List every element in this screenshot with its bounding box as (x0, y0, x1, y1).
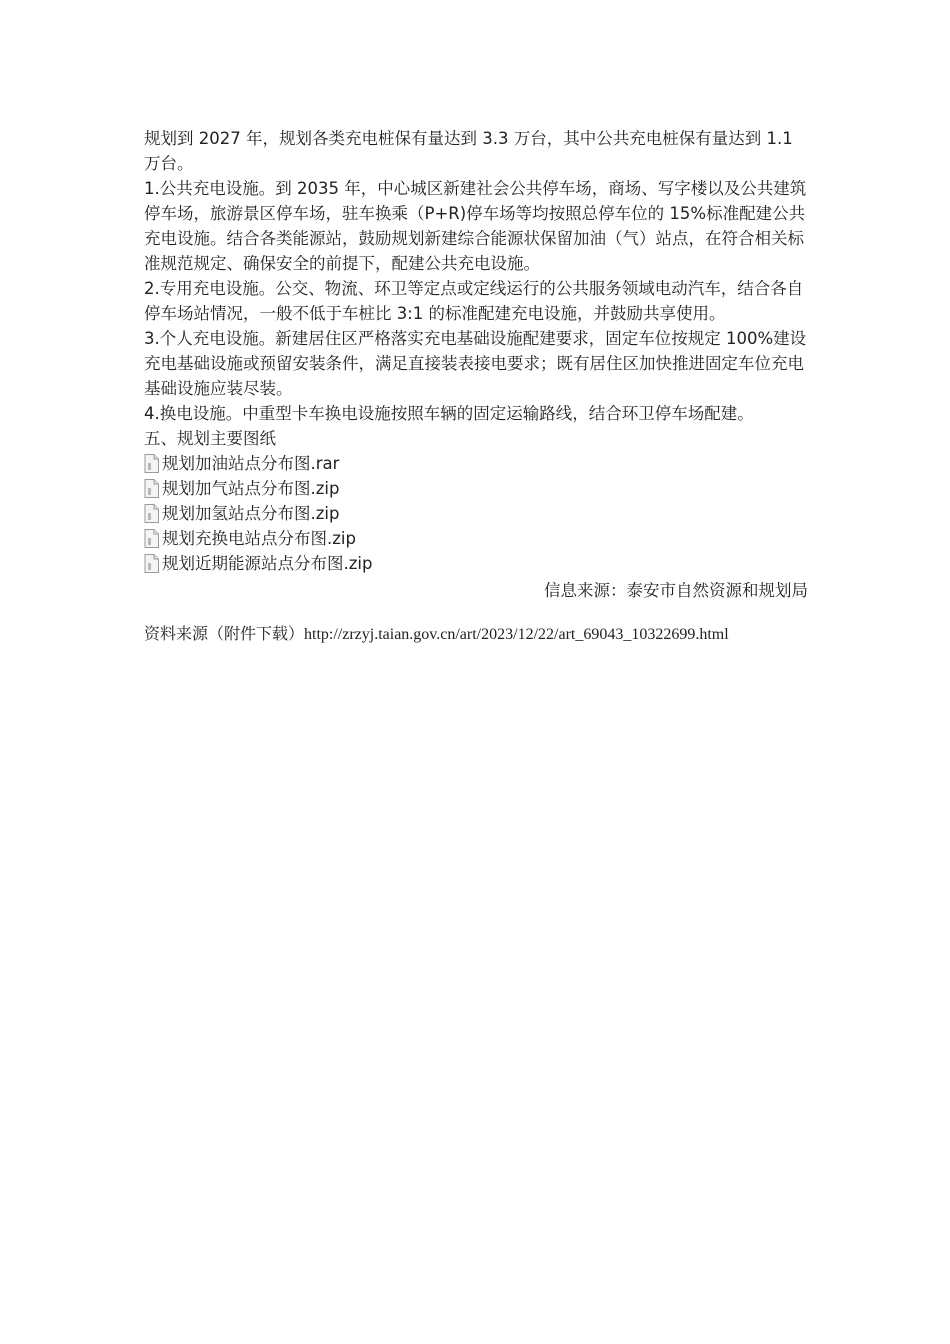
attachment-link[interactable] (144, 476, 808, 501)
attachment-name[interactable]: 规划加氢站点分布图.zip (162, 504, 340, 523)
section-heading-maps: 五、规划主要图纸 (144, 429, 276, 448)
attachment-link[interactable] (144, 501, 808, 526)
attachment-link[interactable] (144, 451, 808, 476)
attachment-name[interactable]: 规划近期能源站点分布图.zip (162, 554, 373, 573)
paragraph-dedicated-charging: 2.专用充电设施。公交、物流、环卫等定点或定线运行的公共服务领域电动汽车，结合各自停车场站情况，一般不低于车桩比 3:1 的标准配建充电设施，并鼓励共享使用。 (144, 279, 804, 323)
file-icon (144, 554, 159, 573)
file-icon (144, 479, 159, 498)
paragraph-battery-swap: 4.换电设施。中重型卡车换电设施按照车辆的固定运输路线，结合环卫停车场配建。 (144, 404, 754, 423)
paragraph-summary: 规划到 2027 年，规划各类充电桩保有量达到 3.3 万台，其中公共充电桩保有量达到 1.1 万台。 (144, 129, 793, 173)
paragraph-public-charging: 1.公共充电设施。到 2035 年，中心城区新建社会公共停车场，商场、写字楼以及公共建筑停车场，旅游景区停车场，驻车换乘（P+R)停车场等均按照总停车位的 15%标准配建公共充电设施。结合各类能源站，鼓励规划新建综合能源状保留加油（气）站点，在符合相关标准规范规定、确保安全的前提下，配建公共充电设施。 (144, 179, 807, 273)
file-icon (144, 529, 159, 548)
footer-source-link[interactable]: 资料来源（附件下载）http://zrzyj.taian.gov.cn/art/2023/12/22/art_69043_10322699.html (144, 626, 729, 643)
attachment-name[interactable]: 规划充换电站点分布图.zip (162, 529, 356, 548)
attachment-name[interactable]: 规划加气站点分布图.zip (162, 479, 340, 498)
article-body (144, 126, 808, 603)
file-icon (144, 504, 159, 523)
file-icon (144, 454, 159, 473)
attachment-link[interactable] (144, 526, 808, 551)
attachment-name[interactable]: 规划加油站点分布图.rar (162, 454, 340, 473)
paragraph-personal-charging: 3.个人充电设施。新建居住区严格落实充电基础设施配建要求，固定车位按规定 100%建设充电基础设施或预留安装条件，满足直接装表接电要求；既有居住区加快推进固定车位充电基础设施应装尽装。 (144, 329, 807, 398)
attachment-link[interactable] (144, 551, 808, 576)
info-source: 信息来源：泰安市自然资源和规划局 (544, 581, 808, 600)
